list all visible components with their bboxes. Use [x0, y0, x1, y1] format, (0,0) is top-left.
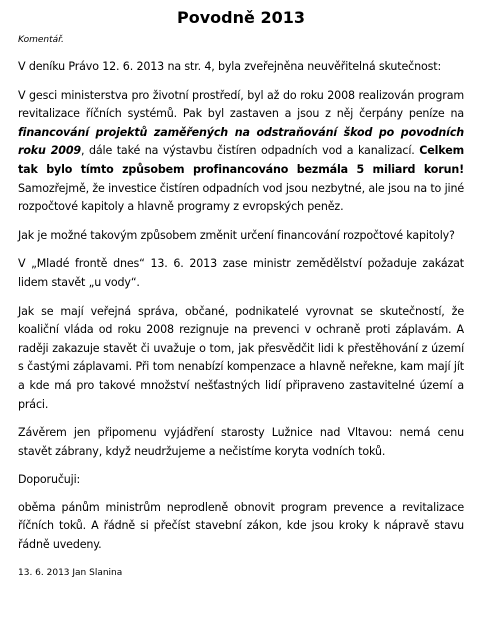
paragraph-text: , dále také na výstavbu čistíren odpadních vod a kanalizací.	[81, 144, 420, 158]
document-page	[18, 8, 464, 579]
paragraph-recommendation: oběma pánům ministrům neprodleně obnovit program prevence a revitalizace říčních toků. A řádně si přečíst stavební zákon, kde jsou kroky k nápravě stavu řádně uvedeny.	[18, 500, 464, 552]
paragraph-question: Jak je možné takovým způsobem změnit určení financování rozpočtové kapitoly?	[18, 228, 455, 242]
paragraph-ministry-program	[18, 87, 464, 217]
paragraph-text: V gesci ministerstva pro životní prostředí, byl až do roku 2008 realizován program revitalizace říčních systémů. Pak byl zastaven a jsou z něj čerpány peníze na	[18, 88, 464, 121]
paragraph-conclusion: Závěrem jen připomenu vyjádření starosty Lužnice nad Vltavou: nemá cenu stavět zábrany, když neudržujeme a nečistíme koryta vodních toků.	[18, 426, 464, 458]
emphasis-total: Celkem tak bylo tímto způsobem profinancováno bezmála 5 miliard korun!	[18, 144, 465, 176]
paragraph-mf-dnes: V „Mladé frontě dnes“ 13. 6. 2013 zase ministr zemědělství požaduje zakázat lidem stavět „u vody“.	[18, 257, 464, 289]
signature: 13. 6. 2013 Jan Slanina	[18, 567, 123, 578]
paragraph-recommend-heading: Doporučuji:	[18, 473, 81, 487]
paragraph-public-administration: Jak se mají veřejná správa, občané, podnikatelé vyrovnat se skutečností, že koaliční vláda od roku 2008 rezignuje na prevenci v ochraně proti záplavám. A raději zakazuje stavět či uvažuje o tom, jak přesvědčit lidi k přestěhování z území s častými záplavami. Při tom nenabízí kompenzace a hlavně neřekne, kam mají jít a kde má pro takové množství nešťastných lidí připraveno zastavitelné území a práci.	[18, 304, 464, 411]
paragraph-text: Samozřejmě, že investice čistíren odpadních vod jsou nezbytné, ale jsou na to jiné rozpočtové kapitoly a hlavně programy z evropských peněz.	[18, 181, 464, 214]
emphasis-financing: financování projektů zaměřených na odstraňování škod po povodních roku 2009	[18, 125, 464, 158]
paragraph-intro: V deníku Právo 12. 6. 2013 na str. 4, byla zveřejněna neuvěřitelná skutečnost:	[18, 60, 442, 73]
document-title: Povodně 2013	[177, 8, 305, 27]
comment-label: Komentář.	[18, 35, 64, 45]
